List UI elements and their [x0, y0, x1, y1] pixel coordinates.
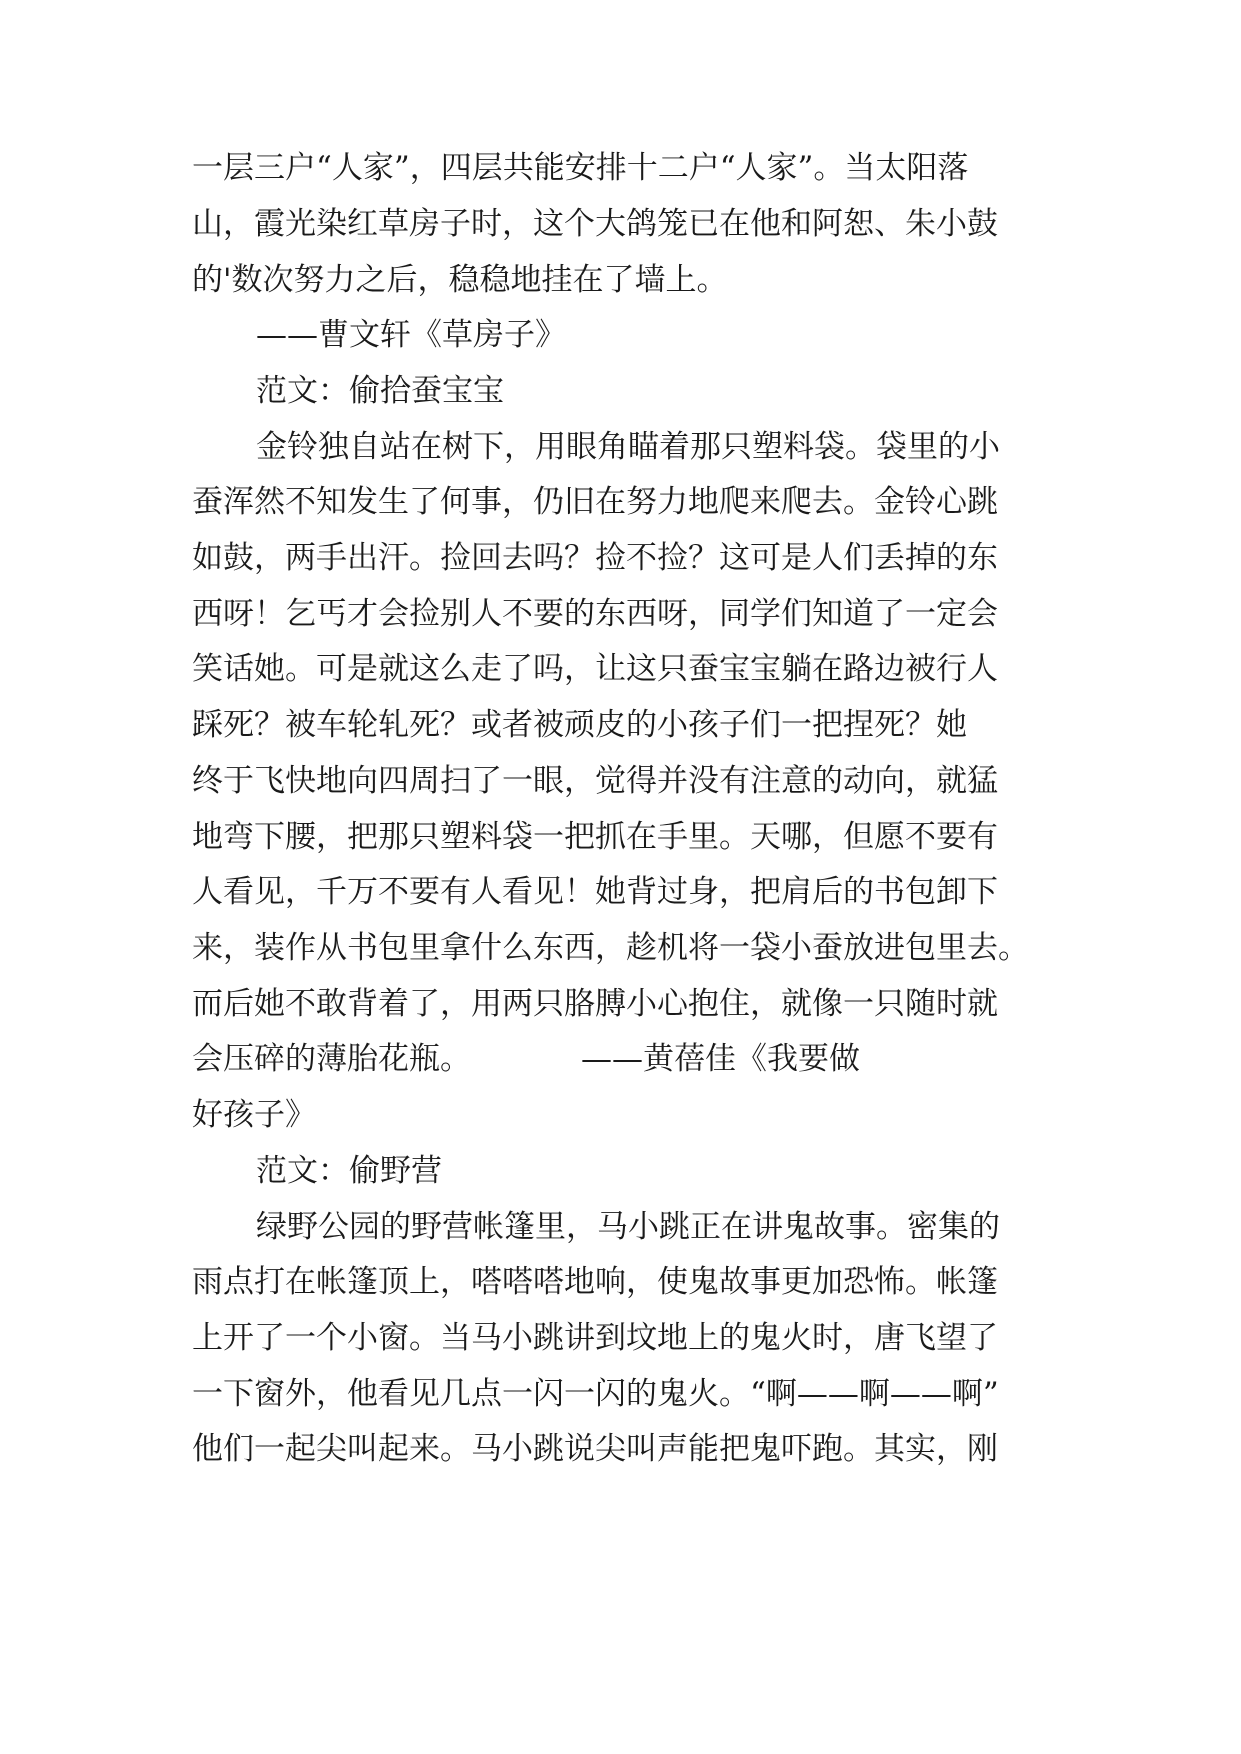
attribution: ——曹文轩《草房子》 — [256, 317, 566, 353]
body-text: 会压碎的薄胎花瓶。 — [192, 1041, 471, 1077]
attribution-continued: 好孩子》 — [192, 1097, 316, 1133]
body-line-with-attribution — [192, 1039, 1050, 1079]
body-line: 雨点打在帐篷顶上，嗒嗒嗒地响，使鬼故事更加恐怖。帐篷 — [192, 1264, 998, 1300]
section-heading: 范文：偷拾蚕宝宝 — [256, 373, 504, 409]
attribution: ——黄蓓佳《我要做 — [581, 1041, 860, 1077]
body-line: 终于飞快地向四周扫了一眼，觉得并没有注意的动向，就猛 — [192, 763, 998, 799]
body-line: 金铃独自站在树下，用眼角瞄着那只塑料袋。袋里的小 — [256, 429, 1000, 465]
body-line: 一下窗外，他看见几点一闪一闪的鬼火。“啊——啊——啊” — [192, 1376, 999, 1412]
section-heading: 范文：偷野营 — [256, 1153, 442, 1189]
body-line: 他们一起尖叫起来。马小跳说尖叫声能把鬼吓跑。其实，刚 — [192, 1431, 998, 1467]
body-line: 上开了一个小窗。当马小跳讲到坟地上的鬼火时，唐飞望了 — [192, 1320, 998, 1356]
body-line: 踩死？被车轮轧死？或者被顽皮的小孩子们一把捏死？她 — [192, 707, 967, 743]
body-line: 来，装作从书包里拿什么东西，趁机将一袋小蚕放进包里去。 — [192, 930, 1029, 966]
body-line: 西呀！乞丐才会捡别人不要的东西呀，同学们知道了一定会 — [192, 596, 998, 632]
body-line: 地弯下腰，把那只塑料袋一把抓在手里。天哪，但愿不要有 — [192, 819, 998, 855]
body-line: 笑话她。可是就这么走了吗，让这只蚕宝宝躺在路边被行人 — [192, 651, 998, 687]
body-line: 如鼓，两手出汗。捡回去吗？捡不捡？这可是人们丢掉的东 — [192, 540, 998, 576]
body-line: 一层三户“人家”，四层共能安排十二户“人家”。当太阳落 — [192, 150, 969, 186]
body-line: 而后她不敢背着了，用两只胳膊小心抱住，就像一只随时就 — [192, 986, 998, 1022]
body-line: 山，霞光染红草房子时，这个大鸽笼已在他和阿恕、朱小鼓 — [192, 206, 998, 242]
body-line: 人看见，千万不要有人看见！她背过身，把肩后的书包卸下 — [192, 874, 998, 910]
body-line: 绿野公园的野营帐篷里，马小跳正在讲鬼故事。密集的 — [256, 1209, 1000, 1245]
body-line: 蚕浑然不知发生了何事，仍旧在努力地爬来爬去。金铃心跳 — [192, 484, 998, 520]
body-line: 的'数次努力之后，稳稳地挂在了墙上。 — [192, 262, 728, 298]
